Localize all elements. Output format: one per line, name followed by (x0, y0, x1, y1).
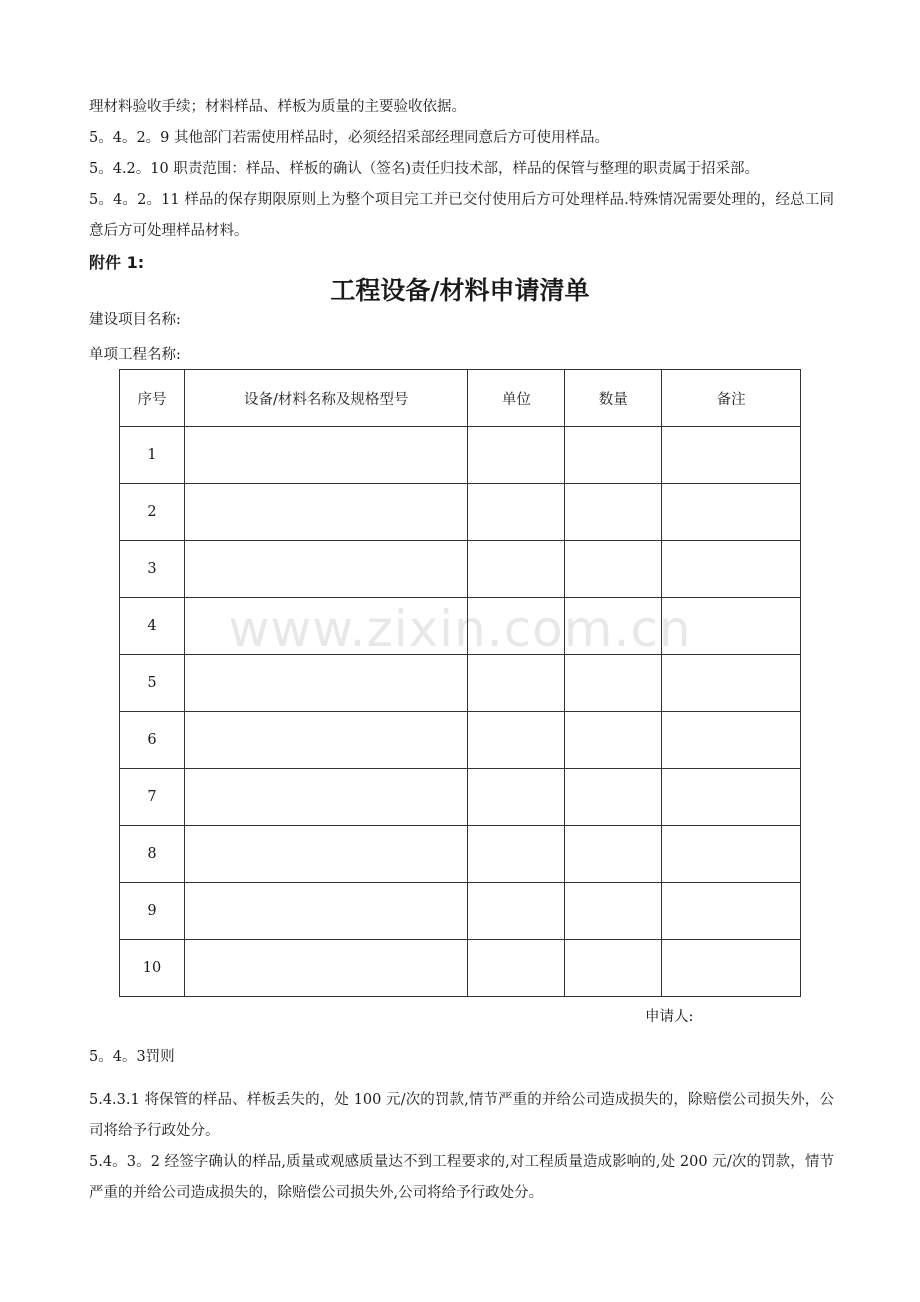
request-table (119, 369, 801, 997)
name-cell (184, 598, 468, 655)
row-number: 5 (120, 655, 185, 712)
name-cell (184, 883, 468, 940)
name-cell (184, 484, 468, 541)
table-header-row (120, 370, 801, 427)
table-row (120, 883, 801, 940)
table-row (120, 826, 801, 883)
unit-cell (468, 940, 565, 997)
watermark: www.zixin.com.cn (228, 600, 692, 658)
table-row (120, 427, 801, 484)
paragraph: 理材料验收手续；材料样品、样板为质量的主要验收依据。 (89, 99, 466, 115)
attachment-label: 附件 1: (89, 253, 145, 272)
row-number: 10 (120, 940, 185, 997)
name-cell (184, 427, 468, 484)
remarks-cell (662, 940, 801, 997)
row-number: 2 (120, 484, 185, 541)
row-number: 6 (120, 712, 185, 769)
quantity-cell (565, 598, 662, 655)
table-row (120, 541, 801, 598)
quantity-cell (565, 712, 662, 769)
remarks-cell (662, 769, 801, 826)
paragraph: 5。4。2。11 样品的保存期限原则上为整个项目完工并已交付使用后方可处理样品.特殊情况需要处理的，经总工同意后方可处理样品材料。 (89, 192, 834, 239)
row-number: 4 (120, 598, 185, 655)
header-remarks: 备注 (662, 370, 801, 427)
row-number: 3 (120, 541, 185, 598)
unit-cell (468, 655, 565, 712)
name-cell (184, 769, 468, 826)
table-row (120, 655, 801, 712)
quantity-cell (565, 655, 662, 712)
table-row (120, 712, 801, 769)
name-cell (184, 826, 468, 883)
paragraph: 5。4。2。9 其他部门若需使用样品时，必须经招采部经理同意后方可使用样品。 (89, 130, 610, 146)
unit-cell (468, 883, 565, 940)
unit-cell (468, 712, 565, 769)
sub-project-label: 单项工程名称: (89, 347, 181, 363)
unit-cell (468, 541, 565, 598)
table-row (120, 940, 801, 997)
remarks-cell (662, 826, 801, 883)
quantity-cell (565, 826, 662, 883)
row-number: 7 (120, 769, 185, 826)
quantity-cell (565, 769, 662, 826)
unit-cell (468, 826, 565, 883)
name-cell (184, 940, 468, 997)
remarks-cell (662, 427, 801, 484)
unit-cell (468, 769, 565, 826)
row-number: 8 (120, 826, 185, 883)
paragraph: 5。4.2。10 职责范围：样品、样板的确认（签名)责任归技术部，样品的保管与整理的职责属于招采部。 (89, 161, 759, 177)
quantity-cell (565, 484, 662, 541)
paragraph: 5.4。3。2 经签字确认的样品,质量或观感质量达不到工程要求的,对工程质量造成影响的,处 200 元/次的罚款，情节严重的并给公司造成损失的，除赔偿公司损失外,公司将给予行政处分。 (89, 1154, 834, 1201)
table-row (120, 484, 801, 541)
header-unit: 单位 (468, 370, 565, 427)
table-row (120, 769, 801, 826)
header-name-spec: 设备/材料名称及规格型号 (184, 370, 468, 427)
remarks-cell (662, 598, 801, 655)
name-cell (184, 712, 468, 769)
row-number: 9 (120, 883, 185, 940)
project-name-label: 建设项目名称: (89, 312, 181, 328)
quantity-cell (565, 883, 662, 940)
applicant-label: 申请人: (645, 1009, 694, 1025)
remarks-cell (662, 484, 801, 541)
unit-cell (468, 484, 565, 541)
remarks-cell (662, 541, 801, 598)
table-row (120, 598, 801, 655)
name-cell (184, 541, 468, 598)
paragraph: 5.4.3.1 将保管的样品、样板丢失的，处 100 元/次的罚款,情节严重的并给公司造成损失的，除赔偿公司损失外，公司将给予行政处分。 (89, 1092, 834, 1139)
remarks-cell (662, 712, 801, 769)
quantity-cell (565, 427, 662, 484)
unit-cell (468, 427, 565, 484)
remarks-cell (662, 883, 801, 940)
paragraph: 5。4。3罚则 (89, 1049, 175, 1065)
header-quantity: 数量 (565, 370, 662, 427)
remarks-cell (662, 655, 801, 712)
row-number: 1 (120, 427, 185, 484)
header-seq: 序号 (120, 370, 185, 427)
unit-cell (468, 598, 565, 655)
quantity-cell (565, 541, 662, 598)
quantity-cell (565, 940, 662, 997)
form-title: 工程设备/材料申请清单 (330, 276, 590, 305)
name-cell (184, 655, 468, 712)
